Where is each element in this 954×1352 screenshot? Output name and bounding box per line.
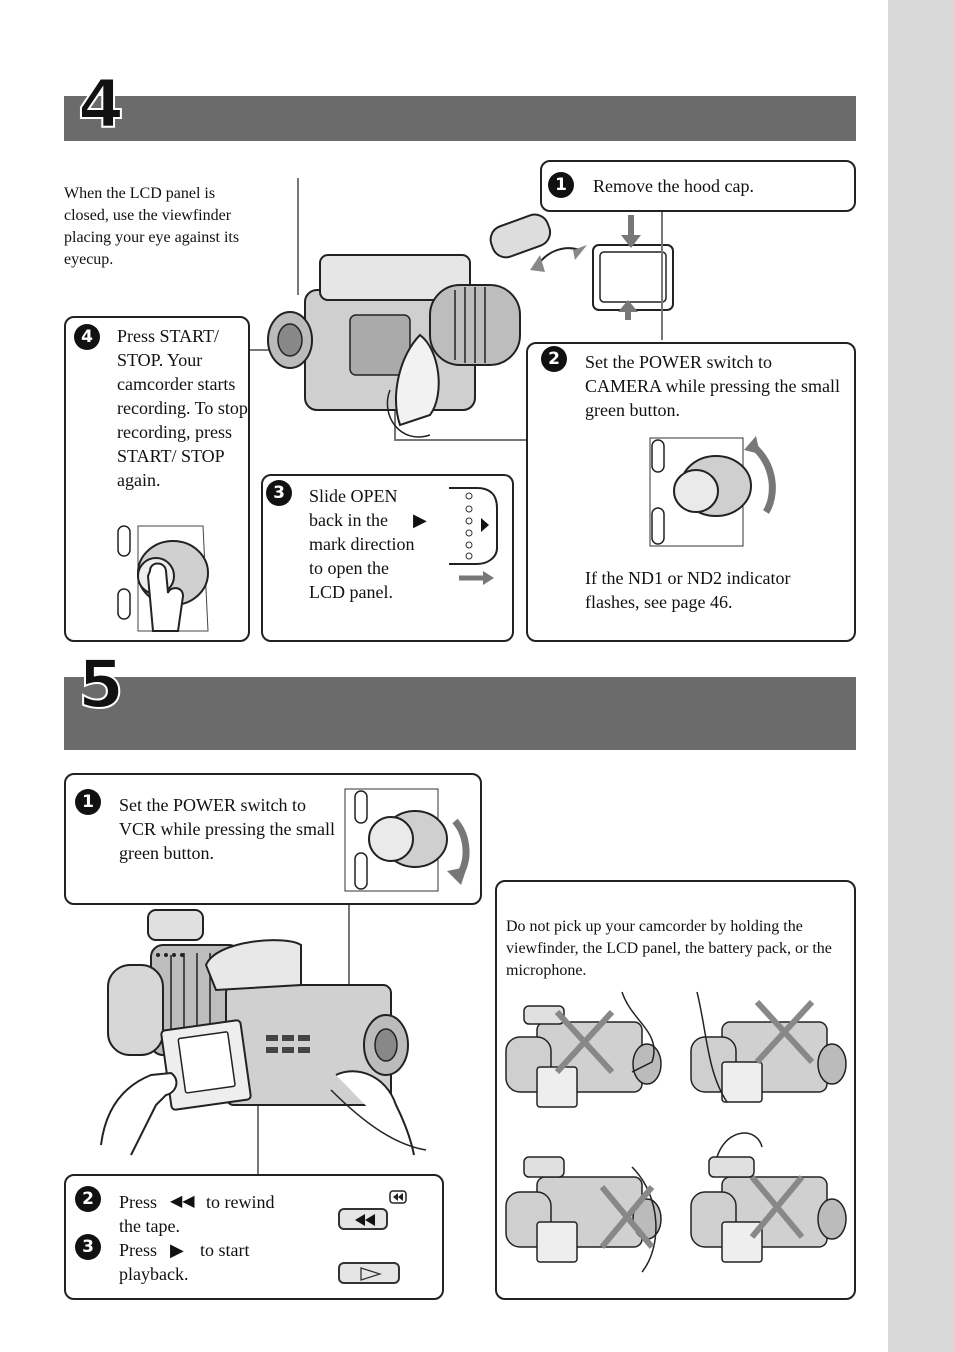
step-4-text: Press START/ STOP. Your camcorder starts recording. To stop recording, press START/ STOP again. (117, 326, 248, 490)
wrong-grip-battery-illustration (502, 1127, 667, 1277)
step-box-power-camera (526, 342, 856, 642)
section-5-number: 5 (78, 646, 124, 723)
callout-line-hood (660, 210, 670, 340)
step-box-start-stop (64, 316, 250, 642)
step-1-text: Remove the hood cap. (593, 176, 754, 196)
rewind-indicator-icon (389, 1190, 407, 1204)
camcorder-recording-illustration (250, 175, 550, 465)
nd-indicator-note: If the ND1 or ND2 indicator flashes, see page 46. (585, 568, 791, 612)
step-box-power-vcr (64, 773, 482, 905)
step-3-line-2: back in the (309, 510, 388, 530)
vcr-step-3-press: Press (119, 1240, 158, 1260)
start-stop-button-illustration (108, 521, 218, 636)
step-2-text: Set the POWER switch to CAMERA while pressing the small green button. (585, 352, 840, 420)
open-mark-icon: ▶ (413, 510, 427, 530)
page-edge-tab (888, 0, 954, 1352)
rewind-button-illustration (338, 1208, 388, 1230)
wrong-grip-microphone-illustration (687, 1127, 852, 1277)
power-switch-camera-illustration (648, 436, 783, 551)
wrong-grip-viewfinder-illustration (502, 992, 667, 1112)
vcr-step-2-press: Press (119, 1192, 158, 1212)
vcr-step-3-post: to start (200, 1240, 250, 1260)
step-box-remove-hood-cap (540, 160, 856, 212)
vcr-step-3-cont: playback. (119, 1264, 189, 1284)
open-slider-illustration (449, 488, 499, 588)
step-3-line-3: mark direction (309, 534, 415, 554)
step-2-badge: 2 (541, 346, 567, 372)
section-4-header-bar (64, 96, 856, 141)
step-3-badge: 3 (266, 480, 292, 506)
step-1-badge: 1 (548, 172, 574, 198)
step-3-line-4: to open the (309, 558, 389, 578)
vcr-step-1-text: Set the POWER switch to VCR while pressing the small green button. (119, 795, 335, 863)
step-3-line-1: Slide OPEN (309, 486, 398, 506)
viewfinder-note: When the LCD panel is closed, use the viewfinder placing your eye against its eyecup. (64, 185, 240, 268)
vcr-step-2-cont: the tape. (119, 1216, 180, 1236)
vcr-step-2-post: to rewind (206, 1192, 275, 1212)
step-box-rewind-playback (64, 1174, 444, 1300)
power-switch-vcr-illustration (343, 787, 478, 899)
vcr-step-3-badge: 3 (75, 1234, 101, 1260)
wrong-grip-lcd-illustration (687, 992, 852, 1112)
play-symbol-icon: ▶ (170, 1240, 184, 1260)
camcorder-playback-illustration (96, 905, 426, 1155)
vcr-step-1-badge: 1 (75, 789, 101, 815)
caution-text: Do not pick up your camcorder by holding the viewfinder, the LCD panel, the battery pack, or the microphone. (506, 918, 832, 979)
section-5-header-bar (64, 677, 856, 750)
play-button-illustration (338, 1262, 400, 1284)
step-box-slide-open (261, 474, 514, 642)
step-3-line-5: LCD panel. (309, 582, 393, 602)
rewind-symbol-icon: ◀◀ (170, 1193, 195, 1210)
handling-caution-box (495, 880, 856, 1300)
vcr-step-2-badge: 2 (75, 1186, 101, 1212)
section-4-number: 4 (78, 66, 124, 143)
step-4-badge: 4 (74, 324, 100, 350)
